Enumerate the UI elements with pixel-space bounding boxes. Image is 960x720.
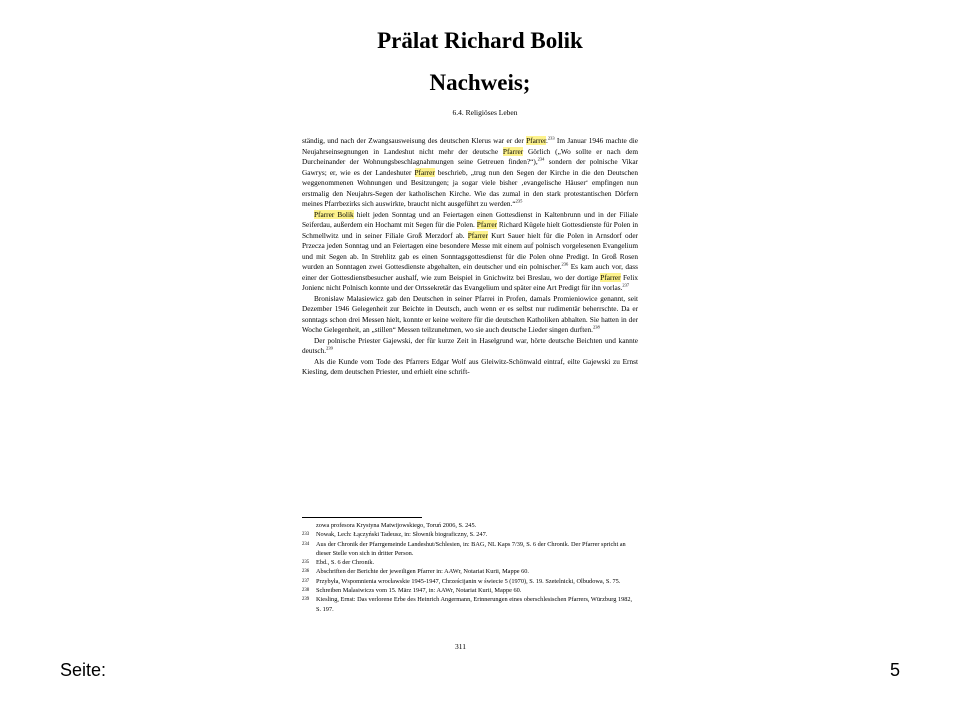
scan-body-text — [302, 136, 638, 378]
text-run: ständig, und nach der Zwangsausweisung des deutschen Klerus war er der — [302, 136, 527, 145]
footnote — [302, 530, 638, 539]
highlighted-word: Pfarrer — [526, 136, 546, 145]
scan-paragraph — [302, 294, 638, 336]
footnote-marker: 237 — [622, 282, 630, 288]
footnote — [302, 540, 638, 559]
footnote-number: 239 — [302, 597, 310, 603]
footnote — [302, 521, 638, 530]
text-run: . — [545, 136, 548, 145]
text-run: Kurt Sauer hielt für die Polen in Arnsdorf oder Przecza jeden Sonntag und an Feiertagen eine besondere Messe mit einem auf polnisch vorgelesenen Evangelium und mit Segen ab. In Strehlitz gab es einen Sonntagsgottesdienst für die Polen ohne Predigt. In Groß Rosen wurden an Sonntagen zwei Gottesdienste abgehalten, ein deutscher und ein polnischer. — [302, 230, 638, 271]
text-run: Bronisław Małasiewicz gab den Deutschen in seiner Pfarrei in Profen, damals Promieniowice genannt, seit Dezember 1946 Gelegenheit zur Beichte in Deutsch, auch wenn er es selbst nur rudimentär beherrschte. Da er sonntags schon drei Messen hielt, konnte er keine weitere für die deutschen Katholiken abhalten. Sie hatten in der Woche Gelegenheit, an „stillen“ Messen teilzunehmen, wo sie auch deutsche Lieder singen durften. — [302, 293, 638, 334]
footnote-text: Abschriften der Berichte der jeweiligen Pfarrer in: AAWr, Notariat Kurii, Mappe 60. — [316, 568, 530, 576]
footnote-number: 234 — [302, 541, 310, 547]
footnote-marker: 234 — [537, 156, 545, 162]
scanned-book-page — [302, 108, 638, 378]
highlighted-word: Pfarrer — [476, 220, 498, 229]
text-run: Görlich („Wo sollte er nach dem Durcheinander der Wohnungsbeschlagnahmungen seine Getreuen finden?“), — [302, 146, 639, 166]
highlighted-word: Pfarrer Bolik — [314, 209, 354, 219]
scan-paragraph — [302, 210, 638, 294]
footnote-text: Kiesling, Ernst: Das verlorene Erbe des Heinrich Angermann, Erinnerungen eines oberschlesischen Pfarrers, Würzburg 1982, S. 197. — [316, 596, 633, 613]
footnote-number: 235 — [302, 560, 310, 566]
footer-page-label: Seite: — [60, 660, 107, 680]
scan-footnotes — [302, 521, 638, 614]
scan-paragraph — [302, 336, 638, 357]
highlighted-word: Pfarrer — [502, 146, 524, 156]
text-run: Es kam auch vor, dass einer der Gottesdienstbesucher aushalf, wie zum Beispiel in Gnichwitz bei Breslau, wo der dortige — [302, 262, 638, 282]
footnote-number: 238 — [302, 588, 310, 594]
text-run: Als die Kunde vom Tode des Pfarrers Edgar Wolf aus Gleiwitz-Schönwald eintraf, eilte Gajewski zu Ernst Kiesling, dem deutschen Priester, und erhielt eine schrift- — [302, 356, 638, 376]
footer-page-number: 5 — [890, 660, 901, 680]
highlighted-word: Pfarrer — [600, 272, 621, 282]
footnote-text: Ebd., S. 6 der Chronik. — [316, 559, 375, 567]
footnote — [302, 577, 638, 586]
footnote-number: 233 — [302, 532, 310, 538]
footnote-number: 236 — [302, 569, 310, 575]
footnote-text: zowa profesora Krystyna Matwijowskiego, Toruń 2006, S. 245. — [316, 522, 477, 529]
footnote-marker: 233 — [547, 135, 555, 141]
slide-subtitle: Nachweis; — [429, 70, 531, 95]
text-run: Der polnische Priester Gajewski, der für kurze Zeit in Haselgrund war, hörte deutsche Beichten und kannte deutsch. — [302, 335, 638, 355]
highlighted-word: Pfarrer — [414, 167, 435, 177]
footnote-number — [302, 521, 316, 530]
text-run: Im Januar 1946 machte die Neujahrseinsegnungen in Landeshut nicht mehr der deutsche — [302, 136, 638, 156]
text-run: Richard Kügele hielt Gottesdienste für Polen in Schmellwitz und in seiner Filiale Groß Merzdorf ab. — [302, 220, 639, 240]
scan-page-number: 311 — [455, 642, 466, 651]
footnote-marker: 235 — [515, 198, 523, 204]
scan-paragraph — [302, 136, 638, 210]
footnote-number: 237 — [302, 578, 310, 584]
footnote — [302, 558, 638, 567]
text-run: Felix Jonienc nicht Polnisch konnte und der Ortssekretär das Evangelium und später eine Art Predigt für ihn vorlas. — [302, 272, 638, 292]
scan-running-header: 6.4. Religiöses Leben — [452, 108, 518, 117]
footnote — [302, 586, 638, 595]
slide-title: Prälat Richard Bolik — [377, 28, 583, 53]
footnote-divider — [302, 517, 422, 518]
footnote-text: Przybyła, Wspomnienia wrocławskie 1945-1947, Chrześcijanin w świecie 5 (1970), S. 19. Szetelnicki, Olbudowa, S. 75. — [316, 577, 621, 585]
footnote-text: Nowak, Lech: Łączyński Tadeusz, in: Słownik biograficzny, S. 247. — [316, 531, 488, 539]
text-run: hielt jeden Sonntag und an Feiertagen einen Gottesdienst in Kaltenbrunn und in der Filiale Seiferdau, außerdem ein Hochamt mit Segen für die Polen. — [302, 209, 638, 229]
footnote-marker: 236 — [561, 261, 569, 267]
footnote — [302, 595, 638, 614]
highlighted-word: Pfarrer — [467, 230, 488, 240]
footnote-marker: 239 — [326, 345, 333, 351]
footnote-marker: 238 — [592, 324, 600, 330]
text-run: beschrieb, „trug nun den Segen der Kirche in die den Deutschen weggenommenen Wohnungen und Besitzungen; ja sogar viele bisher ‚evangelische Häuser‘ empfingen nun erstmalig den Neujahrs-Segen der katholischen Kirche. Wie das zumal in den stark protestantischen Dörfern meines Pfarrbezirks sich auswirkte, braucht nicht ausgeführt zu werden.“ — [302, 167, 638, 208]
footnote-text: Schreiben Malasiwiczs vom 15. März 1947, in: AAWr, Notariat Kurii, Mappe 60. — [316, 587, 522, 595]
footnote-text: Aus der Chronik der Pfarrgemeinde Landeshut/Schlesien, in: BAG, NL Kaps 7/39, S. 6 der Chronik. Der Pfarrer spricht an dieser Stelle von sich in dritter Person. — [316, 540, 626, 557]
text-run: sondern der polnische Vikar Gawrys; er, wie es der Landeshuter — [302, 157, 638, 177]
scan-paragraph — [302, 357, 638, 378]
footnote — [302, 567, 638, 576]
